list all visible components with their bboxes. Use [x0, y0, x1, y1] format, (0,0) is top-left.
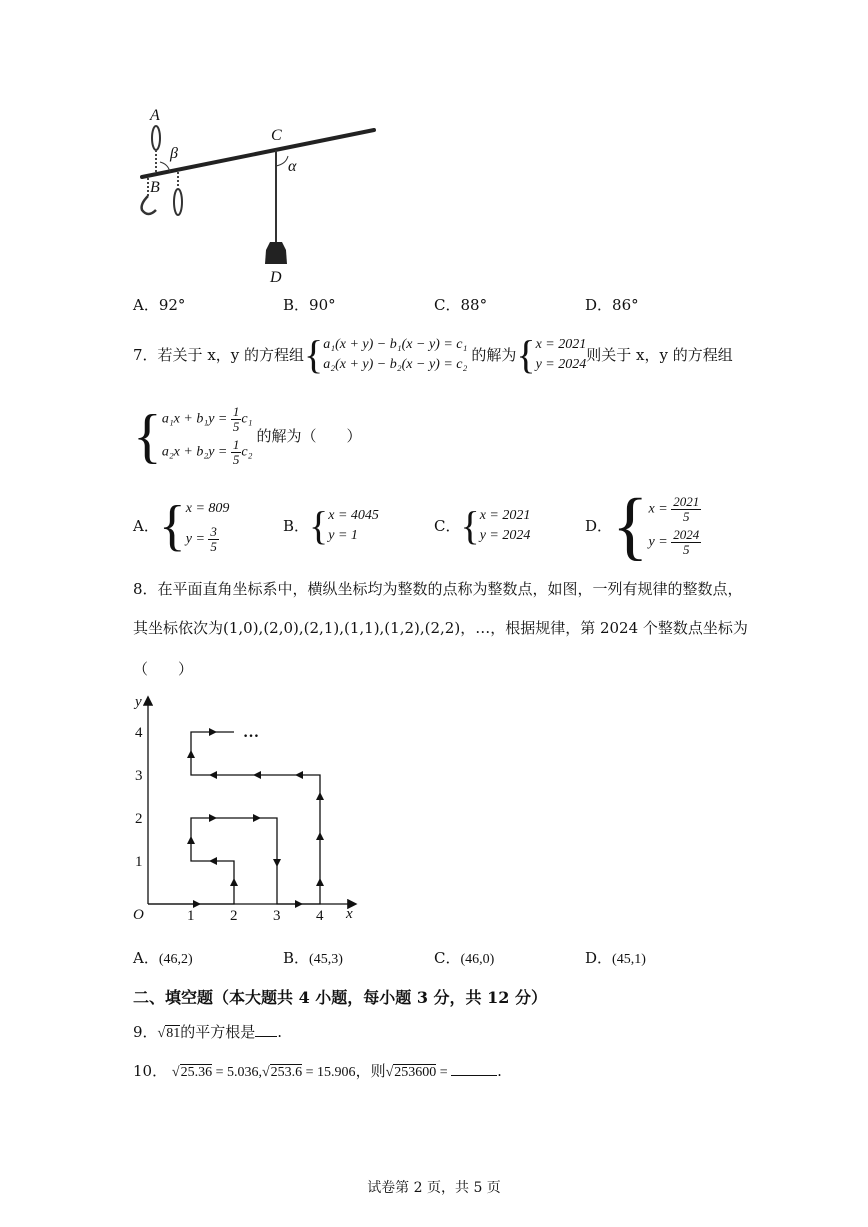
origin-label: O — [133, 907, 144, 923]
q7-system-1: { a₁(x + y) − b₁(x − y) = c₁ a₂(x + y) − b₂(x − y) = c₂ — [304, 332, 468, 377]
q6-option-a[interactable]: A．92° — [133, 296, 186, 314]
q6-option-b[interactable]: B．90° — [283, 296, 336, 314]
q7-option-d[interactable]: D． { x = $\frac{2021}{5}$ y = $\frac{2024}{5}$ — [585, 484, 700, 568]
x-tick-2: 2 — [230, 908, 238, 924]
q7-solution: { x = 2021 y = 2024 — [516, 332, 587, 377]
q7-stem-line2: { a₁x + b₁y = $\frac{1}{5}$ c₁ a₂x + b₂y = $\frac{1}{5}$ c₂ 的解为（ ） — [133, 403, 362, 469]
label-beta: β — [170, 145, 178, 162]
q8-option-b[interactable]: B．(45,3) — [283, 949, 343, 967]
hook — [142, 196, 156, 214]
weight — [265, 242, 287, 264]
q7-option-b[interactable]: B． { x = 4045 y = 1 — [283, 503, 379, 548]
section-2-title: 二、填空题（本大题共 4 小题，每小题 3 分，共 12 分） — [133, 988, 547, 1007]
label-alpha: α — [288, 158, 297, 175]
q8-option-d[interactable]: D．(45,1) — [585, 949, 646, 967]
y-tick-3: 3 — [135, 768, 143, 784]
q8-line3: （ ） — [133, 660, 194, 678]
q9: 9．√81的平方根是 . — [133, 1023, 283, 1041]
y-axis-label: y — [135, 694, 142, 710]
steelyard-figure — [130, 100, 390, 290]
q7-sys1-row1: a₁(x + y) − b₁(x − y) = c₁ — [323, 337, 468, 352]
label-a: A — [150, 107, 160, 124]
x-axis-label: x — [346, 906, 353, 922]
q7-system-2: { a₁x + b₁y = $\frac{1}{5}$ c₁ a₂x + b₂y = $\frac{1}{5}$ c₂ — [133, 403, 253, 469]
q8-line2: 其坐标依次为(1,0),(2,0),(2,1),(1,1),(1,2),(2,2)，…，根据规律，第 2024 个整数点坐标为 — [133, 619, 748, 637]
q9-answer-blank[interactable] — [255, 1036, 277, 1037]
y-tick-4: 4 — [135, 725, 143, 741]
alpha-arc — [276, 156, 288, 166]
q8-option-a[interactable]: A．(46,2) — [133, 949, 193, 967]
lattice-path-figure — [125, 690, 370, 925]
x-tick-3: 3 — [273, 908, 281, 924]
q10-answer-blank[interactable] — [451, 1075, 497, 1076]
label-d: D — [270, 269, 282, 286]
q7-stem-line1: 7． 若关于 x，y 的方程组 { a₁(x + y) − b₁(x − y) = c₁ a₂(x + y) − b₂(x − y) = c₂ 的解为 { x = 2021 y = 2024 则关于 x，y 的方程组 — [133, 332, 733, 377]
q6-option-c[interactable]: C．88° — [434, 296, 488, 314]
loop-b — [174, 189, 182, 215]
q8-line1: 8．在平面直角坐标系中，横纵坐标均为整数的点称为整数点，如图，一列有规律的整数点， — [133, 580, 743, 598]
loop-a — [152, 126, 160, 150]
q7-sys1-row2: a₂(x + y) − b₂(x − y) = c₂ — [323, 357, 468, 372]
q7-option-a[interactable]: A． { x = 809 y = $\frac{3}{5}$ — [133, 495, 230, 557]
label-c: C — [271, 127, 282, 144]
q6-option-d[interactable]: D．86° — [585, 296, 639, 314]
q8-option-c[interactable]: C．(46,0) — [434, 949, 495, 967]
label-b: B — [150, 179, 160, 196]
q7-option-c[interactable]: C． { x = 2021 y = 2024 — [434, 503, 531, 548]
y-tick-2: 2 — [135, 811, 143, 827]
page-footer: 试卷第 2 页，共 5 页 — [367, 1180, 501, 1196]
x-tick-1: 1 — [187, 908, 195, 924]
x-tick-4: 4 — [316, 908, 324, 924]
path-ellipsis: … — [243, 724, 259, 741]
q10: 10． √25.36 = 5.036,√253.6 = 15.906，则√253600 = . — [133, 1062, 502, 1080]
y-tick-1: 1 — [135, 854, 143, 870]
